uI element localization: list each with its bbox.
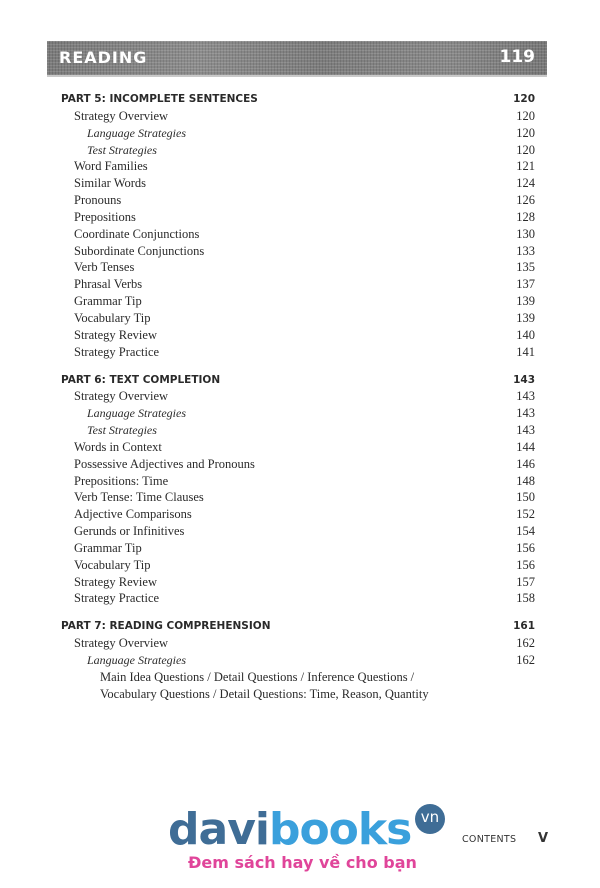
toc-entry[interactable] (61, 422, 535, 439)
toc-entry-label: Strategy Overview (74, 636, 169, 651)
toc-entry-label: Language Strategies (87, 406, 186, 421)
toc-entry-label: Similar Words (74, 176, 147, 191)
toc-entry[interactable] (61, 405, 535, 422)
toc-entry-page: 152 (516, 507, 535, 522)
logo-davi: davi (168, 804, 269, 855)
toc-entry[interactable] (61, 125, 535, 142)
section-header-bar (47, 41, 547, 77)
toc-entry-page: 143 (516, 406, 535, 421)
toc-entry-page: 148 (516, 473, 535, 488)
toc-entry-label: Test Strategies (87, 423, 157, 438)
toc-entry-page: 144 (516, 439, 535, 454)
logo-vn-badge: vn (415, 804, 445, 834)
toc-entry[interactable] (61, 557, 535, 574)
toc-entry-label: Vocabulary Tip (74, 310, 151, 325)
part-gap (61, 361, 535, 372)
toc-entry-label: Strategy Review (74, 327, 157, 342)
toc-entry-page: 154 (516, 524, 535, 539)
logo-books: books (268, 804, 412, 855)
toc-entry[interactable] (61, 226, 535, 243)
toc-entry-page: 150 (516, 490, 535, 505)
toc-part-page: 161 (513, 620, 535, 633)
toc-entry-page: 139 (516, 310, 535, 325)
toc-entry-page: 146 (516, 456, 535, 471)
toc-entry-label: Strategy Practice (74, 344, 160, 359)
toc-entry-label: Main Idea Questions / Detail Questions / Inference Questions / (100, 669, 415, 684)
toc-entry[interactable] (61, 652, 535, 669)
toc-entry[interactable] (61, 293, 535, 310)
toc-entry-page: 133 (516, 243, 535, 258)
footer-section-label: CONTENTS (462, 834, 517, 845)
toc-part-page: 143 (513, 373, 535, 386)
toc-entry-page: 135 (516, 260, 535, 275)
toc-entry[interactable] (61, 259, 535, 276)
toc-entry-label: Strategy Overview (74, 389, 169, 404)
part-gap (61, 607, 535, 618)
toc-entry-label: Possessive Adjectives and Pronouns (74, 456, 255, 471)
toc-entry[interactable] (61, 523, 535, 540)
toc-entry[interactable] (61, 506, 535, 523)
toc-entry-label: Prepositions: Time (74, 473, 169, 488)
toc-entry-page: 124 (516, 176, 535, 191)
toc-entry-page: 128 (516, 209, 535, 224)
toc-entry-page: 130 (516, 226, 535, 241)
toc-part-title: PART 6: TEXT COMPLETION (61, 373, 221, 386)
toc-entry-page: 120 (516, 108, 535, 123)
toc-entry[interactable] (61, 344, 535, 361)
toc-entry[interactable] (61, 158, 535, 175)
toc-entry-page: 120 (516, 142, 535, 157)
toc-entry-label: Adjective Comparisons (74, 507, 192, 522)
toc-entry-label: Verb Tenses (74, 260, 135, 275)
toc-entry-label: Prepositions (74, 209, 136, 224)
footer-page-number: V (538, 831, 549, 846)
toc-entry[interactable] (61, 276, 535, 293)
toc-entry[interactable] (61, 456, 535, 473)
toc-entry[interactable] (61, 327, 535, 344)
toc-entry-page: 139 (516, 294, 535, 309)
toc-entry-page: 162 (516, 653, 535, 667)
toc-entry-page: 143 (516, 389, 535, 404)
toc-entry-label: Vocabulary Questions / Detail Questions: Time, Reason, Quantity (100, 686, 429, 701)
toc-entry-label: Grammar Tip (74, 540, 142, 555)
toc-entry-page: 121 (516, 159, 535, 174)
toc-entry[interactable] (61, 175, 535, 192)
toc-entry-label: Pronouns (74, 193, 122, 208)
table-of-contents (61, 91, 535, 703)
toc-entry[interactable] (61, 590, 535, 607)
toc-entry-page: 156 (516, 540, 535, 555)
toc-entry-page: 157 (516, 574, 535, 589)
toc-entry[interactable] (61, 192, 535, 209)
toc-entry-label: Coordinate Conjunctions (74, 226, 200, 241)
toc-entry-page: 143 (516, 423, 535, 438)
toc-entry[interactable] (61, 635, 535, 652)
toc-entry[interactable] (61, 388, 535, 405)
toc-entry-label: Language Strategies (87, 125, 186, 140)
toc-entry-label: Grammar Tip (74, 294, 142, 309)
section-title: READING (59, 48, 148, 67)
toc-entry[interactable] (61, 209, 535, 226)
toc-entry[interactable] (61, 574, 535, 591)
toc-entry[interactable] (61, 310, 535, 327)
toc-entry[interactable] (61, 540, 535, 557)
toc-part-heading[interactable] (61, 618, 535, 635)
toc-entry-page: 120 (516, 125, 535, 140)
toc-entry-page: 158 (516, 591, 535, 606)
toc-entry-page: 126 (516, 193, 535, 208)
toc-entry-page: 156 (516, 557, 535, 572)
toc-part-title: PART 5: INCOMPLETE SENTENCES (61, 93, 258, 105)
toc-part-title: PART 7: READING COMPREHENSION (61, 620, 271, 633)
toc-entry-label: Strategy Review (74, 574, 157, 589)
toc-entry[interactable] (61, 439, 535, 456)
toc-entry-label: Word Families (74, 159, 148, 174)
toc-entry-label: Vocabulary Tip (74, 557, 151, 572)
davibooks-watermark-logo (168, 804, 440, 872)
toc-entry[interactable] (61, 489, 535, 506)
toc-entry-label: Phrasal Verbs (74, 277, 143, 292)
toc-entry-page: 141 (516, 344, 535, 359)
toc-entry-page: 140 (516, 327, 535, 342)
toc-entry[interactable] (61, 243, 535, 260)
toc-entry-page: 137 (516, 277, 535, 292)
toc-subtopic-line (61, 669, 535, 686)
toc-entry[interactable] (61, 142, 535, 159)
toc-entry-label: Gerunds or Infinitives (74, 524, 185, 539)
toc-entry-label: Verb Tense: Time Clauses (74, 490, 204, 505)
toc-entry-label: Words in Context (74, 439, 162, 454)
toc-entry[interactable] (61, 108, 535, 125)
toc-part-heading[interactable] (61, 372, 535, 389)
toc-entry-page: 162 (516, 636, 535, 651)
section-page-number: 119 (499, 47, 535, 67)
logo-wordmark (168, 806, 411, 854)
toc-entry-label: Test Strategies (87, 142, 157, 157)
toc-part-page: 120 (513, 93, 535, 105)
toc-entry-label: Subordinate Conjunctions (74, 243, 205, 258)
toc-entry-label: Strategy Overview (74, 108, 169, 123)
toc-entry-label: Strategy Practice (74, 591, 160, 606)
toc-part-heading[interactable] (61, 91, 535, 108)
toc-subtopic-line (61, 686, 535, 703)
toc-entry[interactable] (61, 473, 535, 490)
toc-entry-label: Language Strategies (87, 653, 186, 667)
logo-tagline: Đem sách hay về cho bạn (188, 853, 417, 872)
